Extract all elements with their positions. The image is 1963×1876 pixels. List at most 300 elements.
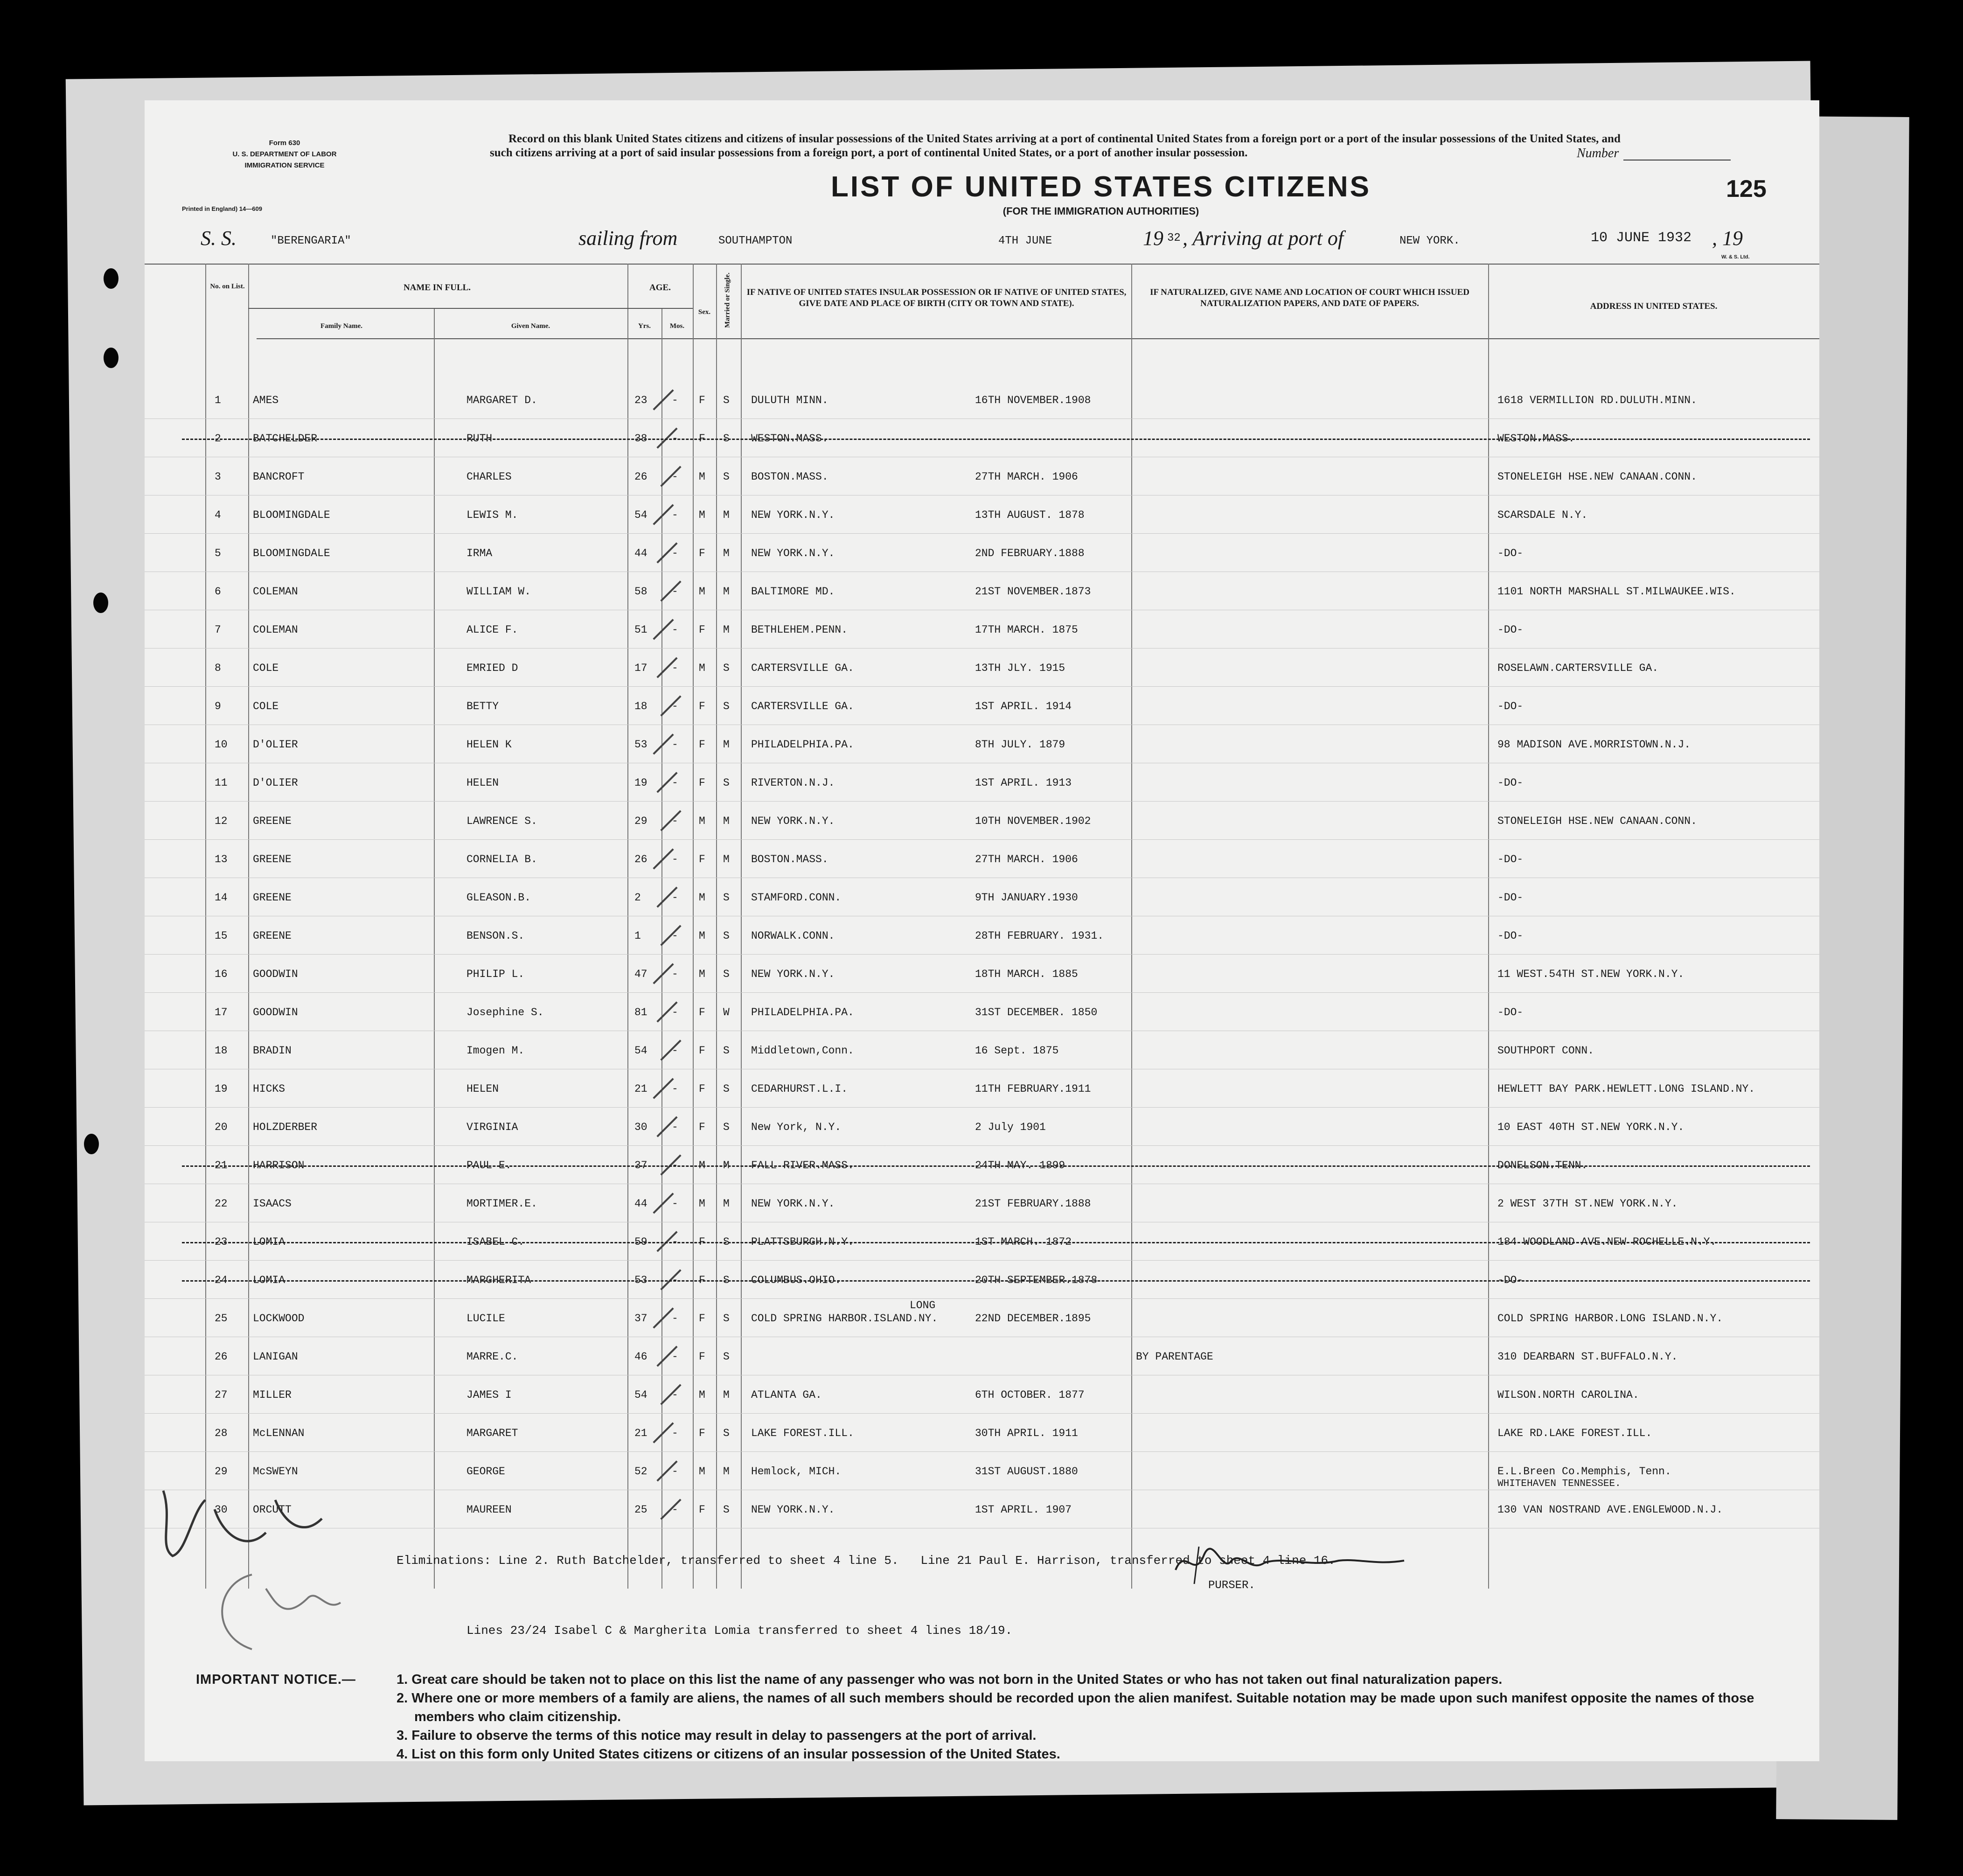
family-name: MILLER bbox=[253, 1389, 292, 1401]
sex: F bbox=[699, 739, 705, 751]
age-years: 26 bbox=[634, 853, 647, 865]
birth-place: PHILADELPHIA.PA. bbox=[751, 1006, 854, 1018]
birth-date: 24TH MAY. 1899 bbox=[975, 1159, 1065, 1172]
row-number: 1 bbox=[215, 394, 221, 406]
given-name: MARGARET bbox=[466, 1427, 518, 1439]
row-number: 29 bbox=[215, 1465, 228, 1478]
family-name: COLEMAN bbox=[253, 624, 298, 636]
birth-place: Hemlock, MICH. bbox=[751, 1465, 842, 1478]
age-years: 51 bbox=[634, 624, 647, 636]
table-row bbox=[145, 954, 1819, 993]
sex: M bbox=[699, 1159, 705, 1172]
age-months: - bbox=[672, 968, 678, 980]
us-address: STONELEIGH HSE.NEW CANAAN.CONN. bbox=[1497, 471, 1697, 483]
family-name: HARRISON bbox=[253, 1159, 305, 1172]
manifest-sheet bbox=[145, 100, 1819, 1761]
sex: F bbox=[699, 1236, 705, 1248]
form-number: Form 630 bbox=[269, 139, 300, 147]
age-months: - bbox=[672, 853, 678, 865]
given-name: BETTY bbox=[466, 700, 499, 712]
age-years: 53 bbox=[634, 1274, 647, 1286]
birth-date: 1ST APRIL. 1913 bbox=[975, 777, 1072, 789]
marital-status: M bbox=[723, 1389, 730, 1401]
sex: F bbox=[699, 432, 705, 445]
marital-status: S bbox=[723, 892, 730, 904]
age-years: 1 bbox=[634, 930, 641, 942]
us-address: DONELSON.TENN. bbox=[1497, 1159, 1588, 1172]
birth-date: 21ST FEBRUARY.1888 bbox=[975, 1198, 1091, 1210]
marital-status: S bbox=[723, 1312, 730, 1325]
us-address: -DO- bbox=[1497, 930, 1524, 942]
table-row bbox=[145, 1184, 1819, 1222]
family-name: LOCKWOOD bbox=[253, 1312, 305, 1325]
arrival-port: NEW YORK. bbox=[1399, 235, 1460, 247]
page-number: 125 bbox=[1726, 175, 1767, 202]
family-name: COLE bbox=[253, 700, 279, 712]
sex: M bbox=[699, 509, 705, 521]
birth-place: PHILADELPHIA.PA. bbox=[751, 739, 854, 751]
birth-place: ATLANTA GA. bbox=[751, 1389, 822, 1401]
table-row bbox=[145, 1031, 1819, 1069]
family-name: GREENE bbox=[253, 930, 292, 942]
birth-date: 22ND DECEMBER.1895 bbox=[975, 1312, 1091, 1325]
header-married-single: Married or Single. bbox=[724, 272, 731, 328]
age-months: - bbox=[672, 892, 678, 904]
birth-place: STAMFORD.CONN. bbox=[751, 892, 842, 904]
age-months: - bbox=[672, 509, 678, 521]
marital-status: S bbox=[723, 394, 730, 406]
naturalization: BY PARENTAGE bbox=[1136, 1351, 1213, 1363]
birth-date: 1ST MARCH. 1872 bbox=[975, 1236, 1072, 1248]
age-years: 2 bbox=[634, 892, 641, 904]
departure-port: SOUTHAMPTON bbox=[718, 235, 793, 247]
given-name: VIRGINIA bbox=[466, 1121, 518, 1133]
us-address: WESTON.MASS. bbox=[1497, 432, 1575, 445]
given-name: ALICE F. bbox=[466, 624, 518, 636]
marital-status: M bbox=[723, 853, 730, 865]
birth-date: 18TH MARCH. 1885 bbox=[975, 968, 1078, 980]
family-name: D'OLIER bbox=[253, 777, 298, 789]
age-months: - bbox=[672, 432, 678, 445]
row-number: 12 bbox=[215, 815, 228, 827]
table-row bbox=[145, 801, 1819, 840]
table-row bbox=[145, 1260, 1819, 1299]
age-years: 19 bbox=[634, 777, 647, 789]
tick-mark bbox=[653, 619, 674, 640]
inspector-stamp bbox=[145, 1481, 387, 1696]
name-header-rule bbox=[248, 308, 693, 309]
tick-mark bbox=[660, 925, 681, 946]
birth-date: 2 July 1901 bbox=[975, 1121, 1046, 1133]
age-months: - bbox=[672, 1198, 678, 1210]
age-years: 47 bbox=[634, 968, 647, 980]
given-name: LAWRENCE S. bbox=[466, 815, 537, 827]
marital-status: M bbox=[723, 1198, 730, 1210]
given-name: MARGHERITA bbox=[466, 1274, 531, 1286]
header-naturalized: IF NATURALIZED, GIVE NAME AND LOCATION OF COURT WHICH ISSUED NATURALIZATION PAPERS, AND DATE OF PAPERS. bbox=[1150, 287, 1469, 308]
header-family-name: Family Name. bbox=[320, 322, 362, 330]
marital-status: M bbox=[723, 739, 730, 751]
row-number: 18 bbox=[215, 1045, 228, 1057]
birth-place: BOSTON.MASS. bbox=[751, 471, 828, 483]
birth-place: NEW YORK.N.Y. bbox=[751, 815, 835, 827]
age-months: - bbox=[672, 1083, 678, 1095]
strike-through-line bbox=[182, 439, 1810, 440]
sex: F bbox=[699, 1274, 705, 1286]
family-name: BLOOMINGDALE bbox=[253, 509, 330, 521]
us-address: E.L.Breen Co.Memphis, Tenn. bbox=[1497, 1465, 1671, 1478]
us-address: SOUTHPORT CONN. bbox=[1497, 1045, 1594, 1057]
marital-status: M bbox=[723, 1159, 730, 1172]
notice-item-4: 4. List on this form only United States citizens or citizens of an insular possession of the United States. bbox=[397, 1747, 1060, 1762]
age-months: - bbox=[672, 777, 678, 789]
age-months: - bbox=[672, 624, 678, 636]
age-years: 81 bbox=[634, 1006, 647, 1018]
family-name: HICKS bbox=[253, 1083, 285, 1095]
strike-through-line bbox=[182, 1165, 1810, 1167]
header-age: AGE. bbox=[649, 283, 671, 293]
birth-place: RIVERTON.N.J. bbox=[751, 777, 835, 789]
tick-mark bbox=[660, 1269, 681, 1290]
age-months: - bbox=[672, 700, 678, 712]
sex: F bbox=[699, 1351, 705, 1363]
given-name: LUCILE bbox=[466, 1312, 505, 1325]
header-given-name: Given Name. bbox=[511, 322, 550, 330]
marital-status: S bbox=[723, 777, 730, 789]
us-address: 130 VAN NOSTRAND AVE.ENGLEWOOD.N.J. bbox=[1497, 1504, 1723, 1516]
age-months: - bbox=[672, 586, 678, 598]
printer-mark: W. & S. Ltd. bbox=[1721, 254, 1750, 260]
family-name: McSWEYN bbox=[253, 1465, 298, 1478]
age-months: - bbox=[672, 1351, 678, 1363]
binder-hole bbox=[104, 348, 118, 368]
table-row bbox=[145, 572, 1819, 610]
marital-status: M bbox=[723, 547, 730, 559]
sex: F bbox=[699, 624, 705, 636]
us-address: -DO- bbox=[1497, 624, 1524, 636]
family-name: ISAACS bbox=[253, 1198, 292, 1210]
age-years: 54 bbox=[634, 509, 647, 521]
family-name: BLOOMINGDALE bbox=[253, 547, 330, 559]
birth-place: NEW YORK.N.Y. bbox=[751, 1504, 835, 1516]
header-sex: Sex. bbox=[698, 308, 711, 316]
us-address: HEWLETT BAY PARK.HEWLETT.LONG ISLAND.NY. bbox=[1497, 1083, 1755, 1095]
row-number: 28 bbox=[215, 1427, 228, 1439]
tick-mark bbox=[653, 504, 674, 525]
family-name: GOODWIN bbox=[253, 968, 298, 980]
given-name: PAUL E. bbox=[466, 1159, 512, 1172]
given-name: MARGARET D. bbox=[466, 394, 537, 406]
table-row bbox=[145, 1107, 1819, 1146]
birth-place: DULUTH MINN. bbox=[751, 394, 828, 406]
row-number: 25 bbox=[215, 1312, 228, 1325]
tick-mark bbox=[660, 1384, 681, 1405]
header-yrs: Yrs. bbox=[638, 322, 651, 330]
row-number: 11 bbox=[215, 777, 228, 789]
us-address: -DO- bbox=[1497, 1274, 1524, 1286]
row-number: 3 bbox=[215, 471, 221, 483]
tick-mark bbox=[660, 466, 681, 487]
family-name: HOLZDERBER bbox=[253, 1121, 318, 1133]
birth-place: BETHLEHEM.PENN. bbox=[751, 624, 848, 636]
birth-place: NEW YORK.N.Y. bbox=[751, 968, 835, 980]
binder-hole bbox=[93, 593, 108, 613]
birth-date: 9TH JANUARY.1930 bbox=[975, 892, 1078, 904]
tick-mark bbox=[653, 963, 674, 984]
age-months: - bbox=[672, 815, 678, 827]
age-months: - bbox=[672, 1121, 678, 1133]
given-name: PHILIP L. bbox=[466, 968, 525, 980]
sex: F bbox=[699, 394, 705, 406]
birth-date: 16 Sept. 1875 bbox=[975, 1045, 1059, 1057]
us-address: 10 EAST 40TH ST.NEW YORK.N.Y. bbox=[1497, 1121, 1685, 1133]
us-address: 1101 NORTH MARSHALL ST.MILWAUKEE.WIS. bbox=[1497, 586, 1736, 598]
header-name-in-full: NAME IN FULL. bbox=[403, 283, 471, 293]
age-years: 59 bbox=[634, 1236, 647, 1248]
page-subtitle: (FOR THE IMMIGRATION AUTHORITIES) bbox=[1002, 205, 1199, 217]
birth-place: NORWALK.CONN. bbox=[751, 930, 835, 942]
tick-mark bbox=[653, 1078, 674, 1099]
table-row bbox=[145, 610, 1819, 649]
given-name: Josephine S. bbox=[466, 1006, 544, 1018]
family-name: LOMIA bbox=[253, 1236, 285, 1248]
birth-place: Middletown,Conn. bbox=[751, 1045, 854, 1057]
header-birthplace: IF NATIVE OF UNITED STATES INSULAR POSSESSION OR IF NATIVE OF UNITED STATES, GIVE DATE AND PLACE OF BIRTH (CITY OR TOWN AND STATE). bbox=[746, 287, 1127, 308]
us-address: -DO- bbox=[1497, 892, 1524, 904]
age-months: - bbox=[672, 1504, 678, 1516]
marital-status: S bbox=[723, 1351, 730, 1363]
tick-mark bbox=[660, 1039, 681, 1060]
age-years: 23 bbox=[634, 394, 647, 406]
number-label: Number bbox=[1577, 146, 1619, 160]
age-months: - bbox=[672, 1159, 678, 1172]
sex: M bbox=[699, 1198, 705, 1210]
birth-date: 27TH MARCH. 1906 bbox=[975, 853, 1078, 865]
given-name: LEWIS M. bbox=[466, 509, 518, 521]
table-row bbox=[145, 916, 1819, 955]
table-row bbox=[145, 380, 1819, 419]
row-number: 26 bbox=[215, 1351, 228, 1363]
age-months: - bbox=[672, 1465, 678, 1478]
form-identifier bbox=[222, 138, 348, 171]
given-name: MAUREEN bbox=[466, 1504, 512, 1516]
row-number: 22 bbox=[215, 1198, 228, 1210]
age-years: 44 bbox=[634, 547, 647, 559]
row-number: 17 bbox=[215, 1006, 228, 1018]
table-row bbox=[145, 533, 1819, 572]
birth-place: PLATTSBURGH.N.Y. bbox=[751, 1236, 854, 1248]
record-instructions: Record on this blank United States citizens and citizens of insular possessions of the United States arriving at a port of continental United States from a foreign port or a port of the insular possessions of the United States, and such citizens arriving at a port of said insular possessions from a foreign port, a port of continental United States, or a port of another insular possession. bbox=[490, 133, 1621, 159]
us-address: 1618 VERMILLION RD.DULUTH.MINN. bbox=[1497, 394, 1697, 406]
birth-place: BOSTON.MASS. bbox=[751, 853, 828, 865]
sex: M bbox=[699, 586, 705, 598]
departure-date: 4TH JUNE bbox=[998, 235, 1052, 247]
sex: M bbox=[699, 815, 705, 827]
birth-place: LAKE FOREST.ILL. bbox=[751, 1427, 854, 1439]
notice-item-2: 2. Where one or more members of a family are aliens, the names of all such members should be recorded upon the alien manifest. Suitable notation may be made upon such manifest opposite the names of those members who claim citizenship. bbox=[397, 1691, 1754, 1724]
eliminations-line-1: Eliminations: Line 2. Ruth Batchelder, transferred to sheet 4 line 5. Line 21 Paul E. Harrison, transferred to sheet 4 line 16. bbox=[397, 1554, 1336, 1568]
year-prefix: 19 bbox=[1143, 227, 1163, 250]
voyage-line bbox=[201, 226, 1787, 259]
purser-signature bbox=[1171, 1537, 1413, 1589]
age-years: 58 bbox=[634, 586, 647, 598]
marital-status: M bbox=[723, 815, 730, 827]
marital-status: S bbox=[723, 1121, 730, 1133]
row-number: 9 bbox=[215, 700, 221, 712]
table-row bbox=[145, 457, 1819, 495]
us-address: 2 WEST 37TH ST.NEW YORK.N.Y. bbox=[1497, 1198, 1678, 1210]
age-years: 44 bbox=[634, 1198, 647, 1210]
age-years: 30 bbox=[634, 1121, 647, 1133]
marital-status: S bbox=[723, 1427, 730, 1439]
us-address: -DO- bbox=[1497, 853, 1524, 865]
tick-mark bbox=[653, 1307, 674, 1328]
age-years: 29 bbox=[634, 815, 647, 827]
birth-place: CARTERSVILLE GA. bbox=[751, 700, 854, 712]
sex: F bbox=[699, 1312, 705, 1325]
birth-place: CEDARHURST.L.I. bbox=[751, 1083, 848, 1095]
tick-mark bbox=[653, 389, 674, 410]
row-number: 23 bbox=[215, 1236, 228, 1248]
notice-lead: IMPORTANT NOTICE.— bbox=[196, 1672, 356, 1687]
table-row bbox=[145, 648, 1819, 687]
birth-date: 27TH MARCH. 1906 bbox=[975, 471, 1078, 483]
table-row bbox=[145, 763, 1819, 802]
given-name: HELEN K bbox=[466, 739, 512, 751]
age-months: - bbox=[672, 662, 678, 674]
us-address: WILSON.NORTH CAROLINA. bbox=[1497, 1389, 1639, 1401]
family-name: BRADIN bbox=[253, 1045, 292, 1057]
us-address: 11 WEST.54TH ST.NEW YORK.N.Y. bbox=[1497, 968, 1685, 980]
birth-date: 11TH FEBRUARY.1911 bbox=[975, 1083, 1091, 1095]
marital-status: M bbox=[723, 1465, 730, 1478]
row-number: 6 bbox=[215, 586, 221, 598]
birth-place: NEW YORK.N.Y. bbox=[751, 1198, 835, 1210]
age-years: 53 bbox=[634, 739, 647, 751]
tick-mark bbox=[660, 810, 681, 831]
age-months: - bbox=[672, 1427, 678, 1439]
marital-status: M bbox=[723, 624, 730, 636]
row-number: 15 bbox=[215, 930, 228, 942]
age-years: 38 bbox=[634, 432, 647, 445]
birth-date: 1ST APRIL. 1907 bbox=[975, 1504, 1072, 1516]
age-months: - bbox=[672, 1389, 678, 1401]
age-months: - bbox=[672, 394, 678, 406]
tick-mark bbox=[660, 695, 681, 716]
notice-item-1: 1. Great care should be taken not to place on this list the name of any passenger who was not born in the United States or who has not taken out final naturalization papers. bbox=[397, 1672, 1503, 1687]
ss-label: S. S. bbox=[201, 227, 237, 250]
birth-place: BALTIMORE MD. bbox=[751, 586, 835, 598]
given-name: HELEN bbox=[466, 777, 499, 789]
birth-place-note: LONG bbox=[910, 1299, 936, 1311]
row-number: 30 bbox=[215, 1504, 228, 1516]
birth-place: NEW YORK.N.Y. bbox=[751, 509, 835, 521]
sex: F bbox=[699, 547, 705, 559]
birth-place: COLD SPRING HARBOR.ISLAND.NY. bbox=[751, 1312, 938, 1325]
department: U. S. DEPARTMENT OF LABOR bbox=[232, 150, 337, 158]
age-months: - bbox=[672, 471, 678, 483]
table-row bbox=[145, 1222, 1819, 1261]
header-address: ADDRESS IN UNITED STATES. bbox=[1590, 301, 1718, 311]
marital-status: S bbox=[723, 930, 730, 942]
ship-name: "BERENGARIA" bbox=[271, 235, 351, 247]
age-years: 52 bbox=[634, 1465, 647, 1478]
age-years: 17 bbox=[634, 662, 647, 674]
us-address: 98 MADISON AVE.MORRISTOWN.N.J. bbox=[1497, 739, 1691, 751]
birth-date: 13TH AUGUST. 1878 bbox=[975, 509, 1085, 521]
family-name: D'OLIER bbox=[253, 739, 298, 751]
age-months: - bbox=[672, 547, 678, 559]
sex: F bbox=[699, 700, 705, 712]
age-years: 18 bbox=[634, 700, 647, 712]
table-row bbox=[145, 1375, 1819, 1414]
us-address: COLD SPRING HARBOR.LONG ISLAND.N.Y. bbox=[1497, 1312, 1723, 1325]
table-row bbox=[145, 1337, 1819, 1375]
marital-status: S bbox=[723, 432, 730, 445]
family-name: AMES bbox=[253, 394, 279, 406]
strike-through-line bbox=[182, 1280, 1810, 1282]
row-number: 27 bbox=[215, 1389, 228, 1401]
family-name: BANCROFT bbox=[253, 471, 305, 483]
family-name: LOMIA bbox=[253, 1274, 285, 1286]
given-name: ISABEL C. bbox=[466, 1236, 525, 1248]
year-suffix: 32 bbox=[1167, 232, 1181, 244]
age-years: 26 bbox=[634, 471, 647, 483]
birth-date: 16TH NOVEMBER.1908 bbox=[975, 394, 1091, 406]
table-row bbox=[145, 1451, 1819, 1490]
sex: M bbox=[699, 471, 705, 483]
given-name: CORNELIA B. bbox=[466, 853, 537, 865]
table-row bbox=[145, 495, 1819, 534]
header-no-on-list: No. on List. bbox=[210, 283, 245, 290]
table-row bbox=[145, 1413, 1819, 1452]
table-row bbox=[145, 1298, 1819, 1337]
binder-hole bbox=[104, 268, 118, 289]
arriving-label: , Arriving at port of bbox=[1183, 227, 1344, 250]
row-number: 5 bbox=[215, 547, 221, 559]
sex: F bbox=[699, 1006, 705, 1018]
age-months: - bbox=[672, 739, 678, 751]
given-name: JAMES I bbox=[466, 1389, 512, 1401]
family-name: COLE bbox=[253, 662, 279, 674]
age-years: 54 bbox=[634, 1045, 647, 1057]
birth-date: 31ST AUGUST.1880 bbox=[975, 1465, 1078, 1478]
age-years: 37 bbox=[634, 1159, 647, 1172]
birth-date: 10TH NOVEMBER.1902 bbox=[975, 815, 1091, 827]
tick-mark bbox=[660, 580, 681, 601]
table-row bbox=[145, 878, 1819, 916]
birth-place: COLUMBUS.OHIO. bbox=[751, 1274, 842, 1286]
notice-items bbox=[397, 1670, 1777, 1764]
birth-date: 21ST NOVEMBER.1873 bbox=[975, 586, 1091, 598]
us-address: ROSELAWN.CARTERSVILLE GA. bbox=[1497, 662, 1659, 674]
age-years: 21 bbox=[634, 1083, 647, 1095]
header-mos: Mos. bbox=[669, 322, 685, 330]
us-address: -DO- bbox=[1497, 777, 1524, 789]
page-title: LIST OF UNITED STATES CITIZENS bbox=[831, 171, 1371, 203]
age-years: 21 bbox=[634, 1427, 647, 1439]
row-number: 10 bbox=[215, 739, 228, 751]
us-address: 310 DEARBARN ST.BUFFALO.N.Y. bbox=[1497, 1351, 1678, 1363]
arrival-year-prefix: , 19 bbox=[1712, 227, 1743, 250]
row-number: 7 bbox=[215, 624, 221, 636]
sex: F bbox=[699, 1083, 705, 1095]
birth-date: 8TH JULY. 1879 bbox=[975, 739, 1065, 751]
sailing-label: sailing from bbox=[578, 227, 678, 250]
sex: F bbox=[699, 1121, 705, 1133]
notice-item-3: 3. Failure to observe the terms of this notice may result in delay to passengers at the port of arrival. bbox=[397, 1728, 1037, 1743]
marital-status: M bbox=[723, 509, 730, 521]
